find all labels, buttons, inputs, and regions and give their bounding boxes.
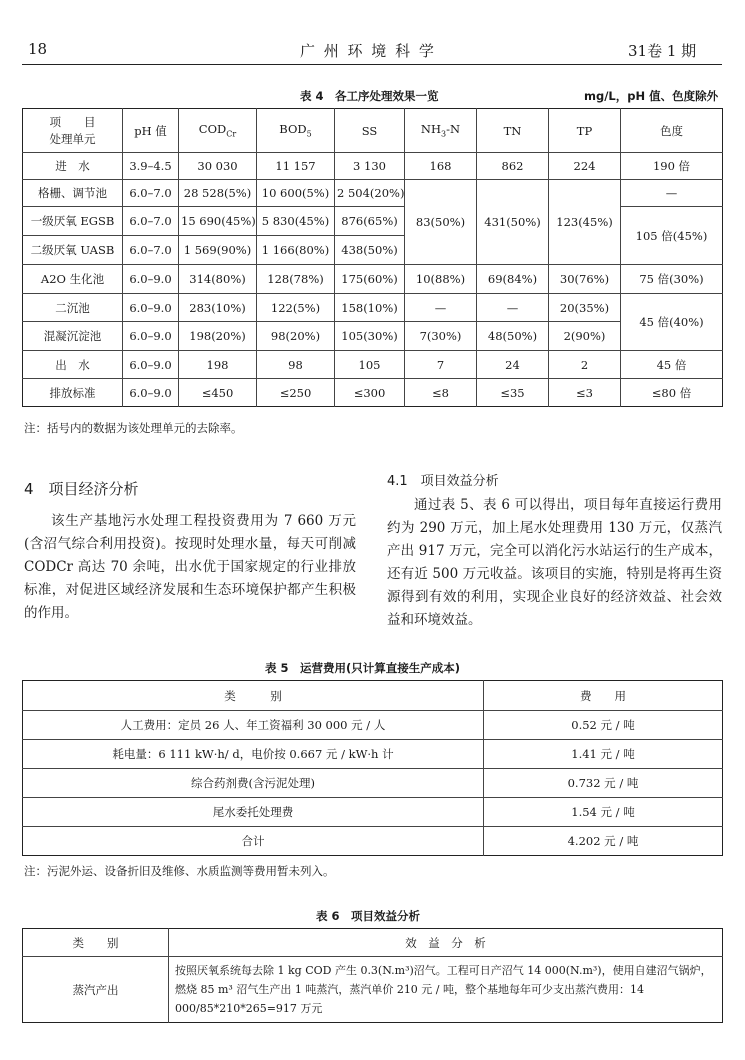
table4-cell: 158(10%) bbox=[335, 294, 405, 322]
table4-cell: 190 倍 bbox=[621, 153, 723, 180]
table4-cell: 格栅、调节池 bbox=[23, 180, 123, 207]
table6-cell: 蒸汽产出 bbox=[23, 957, 169, 1023]
table4-cell: ≤35 bbox=[477, 379, 549, 407]
table4-cell: 进 水 bbox=[23, 153, 123, 180]
section-4-1-title: 4.1 项目效益分析 bbox=[387, 474, 499, 489]
table5-cell: 综合药剂费(含污泥处理) bbox=[23, 769, 484, 798]
table4-merged-tp: 123(45%) bbox=[549, 180, 621, 265]
table4-cell: 3.9–4.5 bbox=[123, 153, 179, 180]
table4-cell: 198 bbox=[179, 351, 257, 379]
table4-header-item: 项 目 bbox=[49, 114, 96, 129]
table-row bbox=[23, 153, 723, 180]
table-row bbox=[23, 379, 723, 407]
table4-merged-color-settling: 45 倍(40%) bbox=[621, 294, 723, 351]
table4-cell: 3 130 bbox=[335, 153, 405, 180]
table4-col-ph: pH 值 bbox=[123, 109, 179, 153]
table4-cell: 2 504(20%) bbox=[335, 180, 405, 207]
table4-cell: 105(30%) bbox=[335, 322, 405, 351]
table5 bbox=[22, 680, 723, 856]
table5-note: 注：污泥外运、设备折旧及维修、水质监测等费用暂未列入。 bbox=[24, 864, 335, 878]
table4-cell: 168 bbox=[405, 153, 477, 180]
table4-col-ss: SS bbox=[335, 109, 405, 153]
table5-cell: 人工费用：定员 26 人、年工资福利 30 000 元 / 人 bbox=[23, 711, 484, 740]
table4-cell: 69(84%) bbox=[477, 265, 549, 294]
table4-cell: 15 690(45%) bbox=[179, 207, 257, 236]
table-row bbox=[23, 711, 723, 740]
table4-col-cod: $COD_{Cr}$ bbox=[179, 109, 257, 153]
table4-header-row bbox=[23, 109, 723, 153]
table4-cell: 6.0–7.0 bbox=[123, 236, 179, 265]
table5-cell: 1.54 元 / 吨 bbox=[484, 798, 723, 827]
table4-cell: ≤80 倍 bbox=[621, 379, 723, 407]
table4-cell: 6.0–9.0 bbox=[123, 265, 179, 294]
page-number: 18 bbox=[28, 40, 48, 58]
table4-cell: ≤250 bbox=[257, 379, 335, 407]
table4-cell: 28 528(5%) bbox=[179, 180, 257, 207]
table4-cell: 20(35%) bbox=[549, 294, 621, 322]
table4-col-tp: TP bbox=[549, 109, 621, 153]
table-row bbox=[23, 740, 723, 769]
issue-label: 31卷 1 期 bbox=[628, 42, 697, 60]
table4-cell: 混凝沉淀池 bbox=[23, 322, 123, 351]
table5-caption: 表 5 运营费用(只计算直接生产成本) bbox=[265, 661, 461, 675]
table4-merged-color-anaerobic: 105 倍(45%) bbox=[621, 207, 723, 265]
table4-cell: 2(90%) bbox=[549, 322, 621, 351]
section-4-1-body: 通过表 5、表 6 可以得出，项目每年直接运行费用约为 290 万元，加上尾水处理费用 130 万元，仅蒸汽产出 917 万元，完全可以消化污水站运行的生产成本，还有近 500 万元收益。该项目的实施，特别是将再生资源得到有效的利用，实现企业良好的经济效益、社会效益和环境效益。 bbox=[387, 497, 722, 628]
table4-cell: 30 030 bbox=[179, 153, 257, 180]
table-row bbox=[23, 798, 723, 827]
table-row bbox=[23, 294, 723, 322]
table4-header-unit: 处理单元 bbox=[49, 131, 96, 146]
table5-cell: 0.732 元 / 吨 bbox=[484, 769, 723, 798]
table4-cell: 10 600(5%) bbox=[257, 180, 335, 207]
table-row bbox=[23, 827, 723, 856]
table-row bbox=[23, 180, 723, 207]
table4-cell: ≤3 bbox=[549, 379, 621, 407]
table4-note: 注：括号内的数据为该处理单元的去除率。 bbox=[24, 421, 243, 435]
table4-cell: 24 bbox=[477, 351, 549, 379]
table4-cell: 一级厌氧 EGSB bbox=[23, 207, 123, 236]
table5-cell: 耗电量：6 111 kW·h/ d，电价按 0.667 元 / kW·h 计 bbox=[23, 740, 484, 769]
table4 bbox=[22, 108, 723, 407]
table4-col-tn: TN bbox=[477, 109, 549, 153]
table5-cell: 合计 bbox=[23, 827, 484, 856]
table4-cell: ≤450 bbox=[179, 379, 257, 407]
journal-title: 广 州 环 境 科 学 bbox=[300, 42, 436, 60]
table4-cell: — bbox=[405, 294, 477, 322]
table4-cell: 6.0–9.0 bbox=[123, 322, 179, 351]
table6-header-row bbox=[23, 929, 723, 957]
table4-cell: 7(30%) bbox=[405, 322, 477, 351]
table5-cell: 尾水委托处理费 bbox=[23, 798, 484, 827]
table-row bbox=[23, 265, 723, 294]
table4-corner-header bbox=[23, 109, 123, 153]
table6 bbox=[22, 928, 723, 1023]
table6-cell: 按照厌氧系统每去除 1 kg COD 产生 0.3(N.m³)沼气。工程可日产沼气 14 000(N.m³)，使用自建沼气锅炉，燃烧 85 m³ 沼气生产出 1 吨蒸汽，蒸汽单价 210 元 / 吨，整个基地每年可少支出蒸汽费用：14 000/85*210*265=917 万元 bbox=[169, 957, 723, 1023]
table4-cell: 128(78%) bbox=[257, 265, 335, 294]
table4-cell: 175(60%) bbox=[335, 265, 405, 294]
table6-col-analysis: 效 益 分 析 bbox=[169, 929, 723, 957]
table4-col-color: 色度 bbox=[621, 109, 723, 153]
table5-cell: 4.202 元 / 吨 bbox=[484, 827, 723, 856]
table4-cell: 1 569(90%) bbox=[179, 236, 257, 265]
table4-cell: 11 157 bbox=[257, 153, 335, 180]
table4-cell: 98 bbox=[257, 351, 335, 379]
table4-cell: 283(10%) bbox=[179, 294, 257, 322]
table4-cell: 862 bbox=[477, 153, 549, 180]
table4-cell: 出 水 bbox=[23, 351, 123, 379]
table4-cell: 98(20%) bbox=[257, 322, 335, 351]
table-row bbox=[23, 957, 723, 1023]
table4-cell: 二沉池 bbox=[23, 294, 123, 322]
table4-cell: 314(80%) bbox=[179, 265, 257, 294]
table4-cell: ≤8 bbox=[405, 379, 477, 407]
table4-unit: mg/L，pH 值、色度除外 bbox=[584, 89, 719, 103]
table6-caption: 表 6 项目效益分析 bbox=[316, 909, 421, 923]
table4-cell: 105 bbox=[335, 351, 405, 379]
table4-cell: 6.0–7.0 bbox=[123, 180, 179, 207]
table4-cell: 7 bbox=[405, 351, 477, 379]
table4-cell: 198(20%) bbox=[179, 322, 257, 351]
table4-cell: 438(50%) bbox=[335, 236, 405, 265]
table4-cell: 1 166(80%) bbox=[257, 236, 335, 265]
table4-col-nh3: $NH_3-N$ bbox=[405, 109, 477, 153]
table5-cell: 1.41 元 / 吨 bbox=[484, 740, 723, 769]
table4-cell: 30(76%) bbox=[549, 265, 621, 294]
table5-cell: 0.52 元 / 吨 bbox=[484, 711, 723, 740]
table4-cell: A2O 生化池 bbox=[23, 265, 123, 294]
table5-header-row bbox=[23, 681, 723, 711]
table6-col-category: 类 别 bbox=[23, 929, 169, 957]
table4-cell: 6.0–7.0 bbox=[123, 207, 179, 236]
table4-cell: 45 倍 bbox=[621, 351, 723, 379]
table4-col-bod: $BOD_5$ bbox=[257, 109, 335, 153]
table-row bbox=[23, 769, 723, 798]
section-4-title: 4 项目经济分析 bbox=[24, 480, 139, 498]
table4-cell: 224 bbox=[549, 153, 621, 180]
table5-col-cost: 费 用 bbox=[484, 681, 723, 711]
table4-cell: 75 倍(30%) bbox=[621, 265, 723, 294]
table4-cell: 10(88%) bbox=[405, 265, 477, 294]
table4-cell: ≤300 bbox=[335, 379, 405, 407]
table4-cell: 6.0–9.0 bbox=[123, 351, 179, 379]
table5-col-category: 类 别 bbox=[23, 681, 484, 711]
table4-cell: 6.0–9.0 bbox=[123, 379, 179, 407]
header-rule bbox=[22, 64, 722, 65]
table4-cell: 2 bbox=[549, 351, 621, 379]
table4-cell: 二级厌氧 UASB bbox=[23, 236, 123, 265]
table4-merged-nh3: 83(50%) bbox=[405, 180, 477, 265]
table4-cell: 122(5%) bbox=[257, 294, 335, 322]
table-row bbox=[23, 351, 723, 379]
table4-caption: 表 4 各工序处理效果一览 bbox=[300, 89, 439, 103]
section-4-body: 该生产基地污水处理工程投资费用为 7 660 万元(含沼气综合利用投资)。按现时处理水量，每天可削减 CODCr 高达 70 余吨，出水优于国家规定的行业排放标准，对促进区域经济发展和生态环境保护都产生积极的作用。 bbox=[24, 513, 356, 621]
table4-cell: 排放标准 bbox=[23, 379, 123, 407]
table4-cell: 876(65%) bbox=[335, 207, 405, 236]
table4-cell: — bbox=[621, 180, 723, 207]
table4-merged-tn: 431(50%) bbox=[477, 180, 549, 265]
table-row bbox=[23, 322, 723, 351]
table4-cell: 48(50%) bbox=[477, 322, 549, 351]
table4-cell: — bbox=[477, 294, 549, 322]
table4-cell: 6.0–9.0 bbox=[123, 294, 179, 322]
table4-cell: 5 830(45%) bbox=[257, 207, 335, 236]
